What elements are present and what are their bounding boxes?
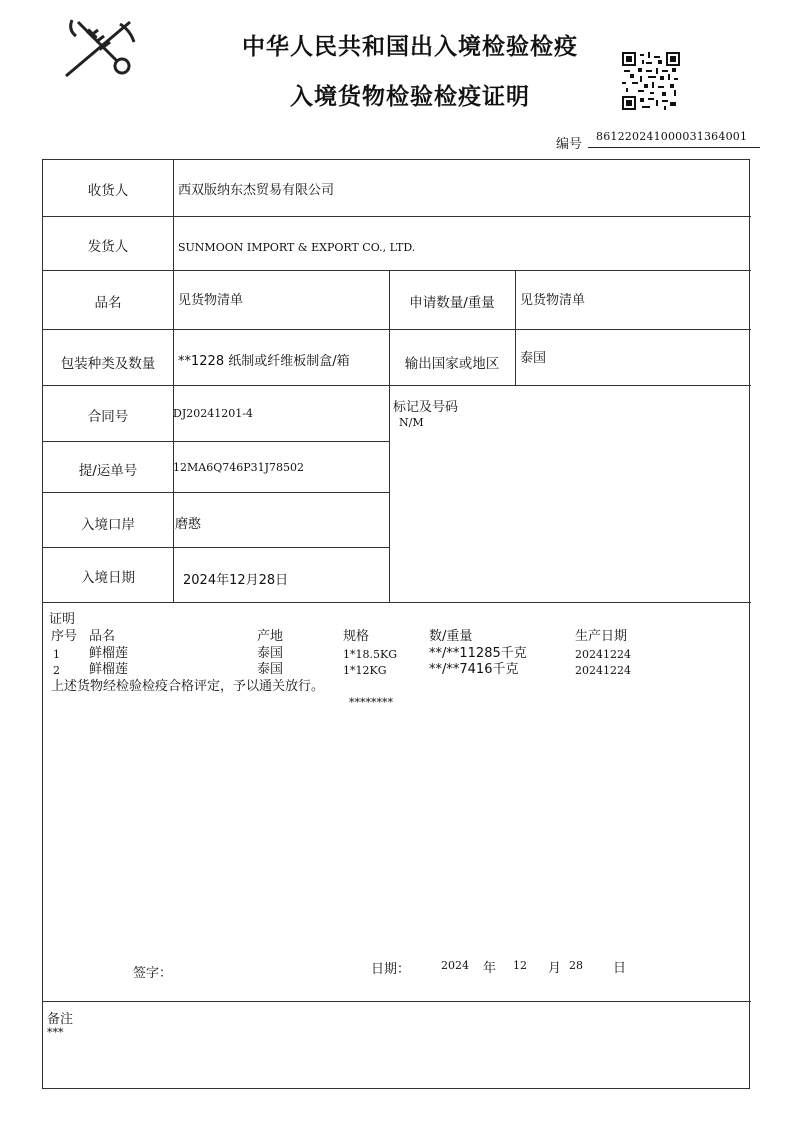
sign-date-month: 12 — [513, 959, 527, 972]
goods-row-1-origin: 泰国 — [257, 646, 284, 661]
marks-label: 标记及号码 — [393, 400, 459, 415]
sign-date-month-char: 月 — [548, 961, 562, 976]
customs-emblem-icon — [60, 14, 142, 82]
goods-row-1-seq: 1 — [53, 648, 60, 661]
certificate-statement: 上述货物经检验检疫合格评定，予以通关放行。 — [51, 679, 325, 694]
col-header-spec: 规格 — [343, 629, 370, 644]
certificate-heading: 证明 — [49, 612, 76, 627]
col-header-seq: 序号 — [51, 629, 78, 644]
goods-row-2-spec: 1*12KG — [343, 664, 387, 677]
packing-label: 包装种类及数量 — [60, 356, 156, 372]
sign-date-label: 日期： — [371, 962, 411, 977]
bl-value: 12MA6Q746P31J78502 — [173, 461, 305, 474]
product-value: 见货物清单 — [178, 293, 244, 308]
goods-row-2-prod-date: 20241224 — [575, 664, 631, 677]
origin-value: 泰国 — [520, 351, 547, 366]
statement-stars: ******** — [349, 696, 393, 709]
contract-value: DJ20241201-4 — [173, 407, 253, 420]
consignee-value: 西双版纳东杰贸易有限公司 — [178, 183, 335, 198]
goods-row-2-origin: 泰国 — [257, 662, 284, 677]
bl-label: 提/运单号 — [78, 463, 138, 479]
col-header-qty: 数/重量 — [429, 629, 473, 644]
consignor-value: SUNMOON IMPORT & EXPORT CO., LTD. — [178, 241, 416, 254]
remarks-label: 备注 — [47, 1012, 74, 1027]
col-header-prod-date: 生产日期 — [575, 629, 628, 644]
sign-date-day: 28 — [569, 959, 583, 972]
product-label: 品名 — [94, 295, 122, 311]
origin-label: 输出国家或地区 — [404, 356, 500, 372]
port-label: 入境口岸 — [81, 517, 135, 533]
quantity-value: 见货物清单 — [520, 293, 586, 308]
marks-value: N/M — [399, 416, 424, 429]
signature-label: 签字： — [133, 966, 173, 981]
goods-row-2-seq: 2 — [53, 664, 60, 677]
goods-row-1-spec: 1*18.5KG — [343, 648, 397, 661]
qr-code-icon — [622, 52, 680, 110]
consignee-label: 收货人 — [87, 183, 129, 199]
sign-date-day-char: 日 — [613, 961, 627, 976]
goods-row-2-name: 鲜榴莲 — [89, 662, 129, 677]
document-title-line2: 入境货物检验检疫证明 — [290, 84, 530, 110]
document-title-line1: 中华人民共和国出入境检验检疫 — [242, 34, 578, 60]
goods-row-1-name: 鲜榴莲 — [89, 646, 129, 661]
sign-date-year: 2024 — [441, 959, 469, 972]
entry-date-label: 入境日期 — [81, 570, 135, 586]
sign-date-year-char: 年 — [483, 961, 497, 976]
contract-label: 合同号 — [87, 409, 129, 425]
cert-number: 861220241000031364001 — [588, 130, 760, 148]
remarks-value: *** — [47, 1026, 64, 1039]
goods-row-2-qty: **/**7416千克 — [429, 662, 519, 677]
packing-value: **1228 纸制或纤维板制盒/箱 — [178, 354, 350, 369]
cert-number-label: 编号 — [556, 137, 583, 152]
entry-date-value: 2024年12月28日 — [183, 573, 289, 588]
certificate-table — [42, 159, 750, 1089]
port-value: 磨憨 — [175, 517, 202, 532]
quantity-label: 申请数量/重量 — [409, 295, 495, 311]
goods-row-1-qty: **/**11285千克 — [429, 646, 527, 661]
col-header-origin: 产地 — [257, 629, 284, 644]
goods-row-1-prod-date: 20241224 — [575, 648, 631, 661]
col-header-name: 品名 — [89, 629, 116, 644]
consignor-label: 发货人 — [87, 239, 129, 255]
